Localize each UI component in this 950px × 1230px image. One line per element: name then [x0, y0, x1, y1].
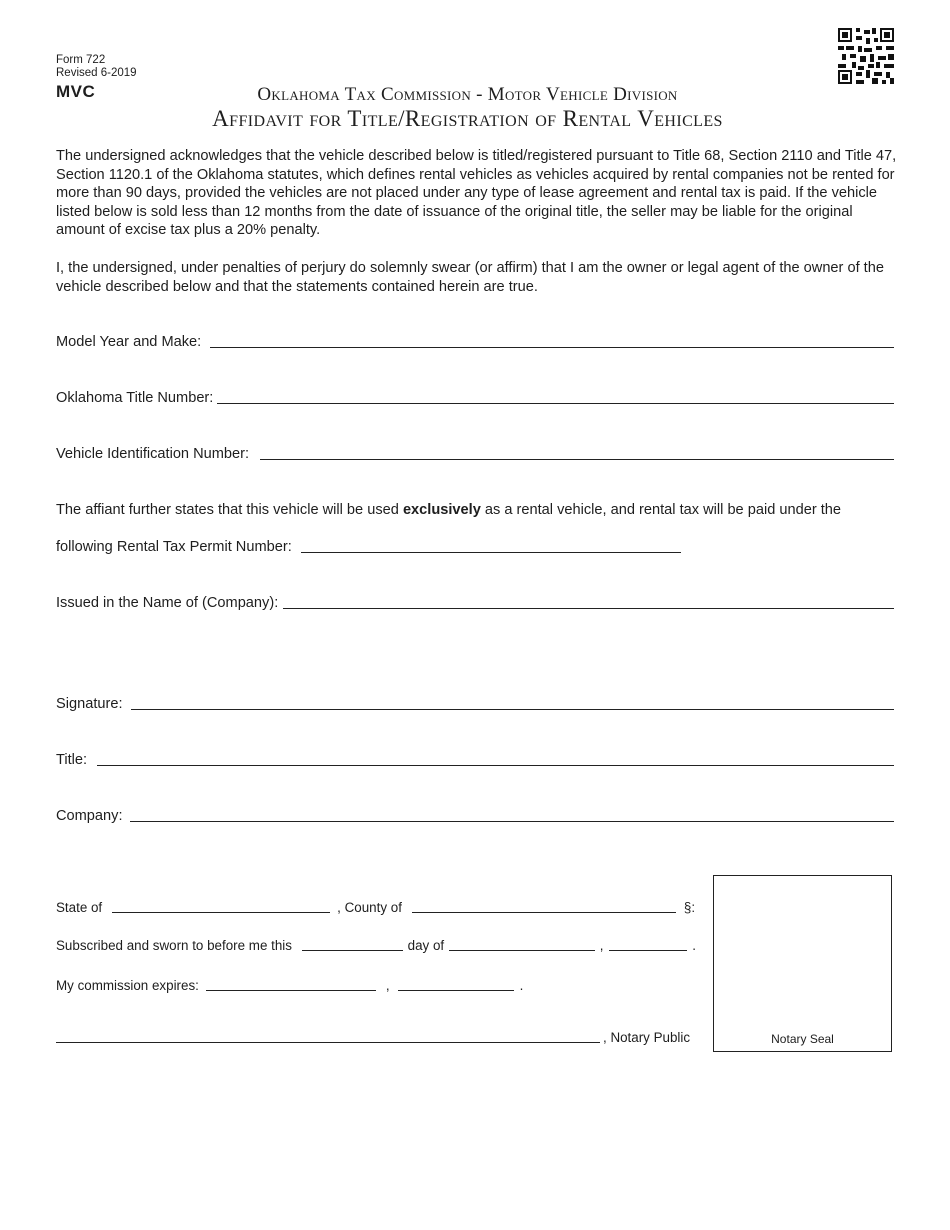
vin-row [56, 445, 894, 463]
company-name-field[interactable] [283, 608, 894, 609]
day-of-label: day of [407, 938, 445, 953]
permit-number-label: following Rental Tax Permit Number: [56, 539, 292, 555]
title-number-row [56, 389, 894, 407]
signer-title-label: Title: [56, 752, 88, 768]
period-mark: . [692, 938, 696, 953]
agency-heading: Oklahoma Tax Commission - Motor Vehicle Division [257, 84, 678, 105]
notary-commission-row [56, 978, 696, 994]
affiant-statement-text-end: as a rental vehicle, and rental tax will be paid under the [480, 502, 842, 518]
commission-date-field[interactable] [206, 990, 376, 991]
commission-year-field[interactable] [398, 990, 514, 991]
sworn-year-field[interactable] [609, 950, 687, 951]
section-symbol: §: [683, 900, 696, 915]
sworn-month-field[interactable] [449, 950, 595, 951]
company-name-label: Issued in the Name of (Company): [56, 595, 279, 611]
company-label: Company: [56, 808, 123, 824]
notary-public-label: , Notary Public [603, 1030, 691, 1045]
division-code: MVC [56, 82, 96, 101]
title-number-label: Oklahoma Title Number: [56, 390, 214, 406]
sworn-day-field[interactable] [302, 950, 403, 951]
county-field[interactable] [412, 912, 676, 913]
permit-number-row [56, 538, 894, 556]
signature-label: Signature: [56, 696, 123, 712]
sworn-label: Subscribed and sworn to before me this [56, 938, 292, 953]
state-label: State of [56, 900, 103, 915]
signature-field[interactable] [131, 709, 894, 710]
company-row [56, 807, 894, 825]
model-year-make-row [56, 333, 894, 351]
revision-date: Revised 6-2019 [56, 67, 137, 79]
oath-paragraph: I, the undersigned, under penalties of perjury do solemnly swear (or affirm) that I am the owner or legal agent of the owner of the vehicle described below and that the statements contained herein are true. [56, 260, 884, 295]
form-meta [56, 54, 137, 80]
page-title: Affidavit for Title/Registration of Rental Vehicles [212, 106, 723, 131]
model-year-make-label: Model Year and Make: [56, 334, 202, 350]
notary-signature-field[interactable] [56, 1042, 600, 1043]
vin-label: Vehicle Identification Number: [56, 446, 250, 462]
signature-row [56, 695, 894, 713]
form-number: Form 722 [56, 54, 106, 66]
notary-sworn-row [56, 938, 696, 954]
commission-label: My commission expires: [56, 978, 199, 993]
affiant-statement [56, 501, 894, 519]
permit-number-field[interactable] [301, 552, 681, 553]
notary-seal-label: Notary Seal [771, 1032, 834, 1046]
comma-separator: , [599, 938, 604, 953]
company-name-row [56, 594, 894, 612]
intro-paragraph: The undersigned acknowledges that the vehicle described below is titled/registered pursuant to Title 68, Section 2110 and Title 47, Section 1120.1 of the Oklahoma statutes, which defines rental vehicles as vehicles acquired by rental companies not be rented for more than 90 days, provided the vehicles are not placed under any type of lease agreement and rental tax is paid. If the vehicle listed below is sold less than 12 months from the date of issuance of the original title, the seller may be liable for the original amount of excise tax plus a 20% penalty. [56, 148, 897, 239]
qr-code-icon [838, 28, 894, 84]
signer-title-field[interactable] [97, 765, 894, 766]
company-field[interactable] [130, 821, 894, 822]
comma-separator: , [385, 978, 390, 993]
state-field[interactable] [112, 912, 330, 913]
notary-public-row [56, 1030, 696, 1046]
county-label: , County of [337, 900, 402, 915]
period-mark: . [519, 978, 524, 993]
affiant-statement-text: The affiant further states that this vehicle will be used [56, 502, 403, 518]
notary-state-row [56, 900, 696, 916]
affiant-statement-emphasis: exclusively [402, 502, 481, 518]
title-number-field[interactable] [217, 403, 894, 404]
model-year-make-field[interactable] [210, 347, 894, 348]
notary-seal-box [713, 875, 892, 1052]
title-row [56, 751, 894, 769]
vin-field[interactable] [260, 459, 894, 460]
